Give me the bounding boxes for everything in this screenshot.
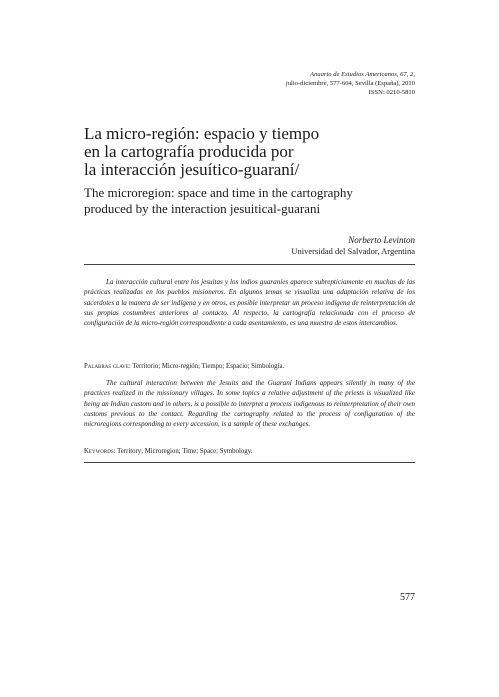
abstract-english [84, 378, 415, 429]
keywords-english [84, 447, 415, 456]
keywords-english-label: Keywords: [84, 448, 116, 455]
bottom-divider [84, 462, 415, 463]
keywords-english-text: Territory; Microregion; Time; Space; Symbology. [117, 448, 253, 455]
title-line: la interacción jesuítico-guaraní/ [84, 160, 300, 179]
article-title-spanish [84, 125, 424, 179]
subtitle-line: The microregion: space and time in the cartography [84, 185, 353, 200]
author-affiliation: Universidad del Salvador, Argentina [291, 246, 415, 256]
journal-issue: julio-diciembre, 577-604, Sevilla (España), 2010 [285, 80, 415, 87]
subtitle-line: produced by the interaction jesuitical-guarani [84, 200, 321, 216]
author-block [165, 235, 415, 257]
author-name: Norberto Levinton [348, 235, 415, 245]
article-title-english [84, 185, 424, 216]
keywords-spanish-text: Territorio; Micro-región; Tiempo; Espacio; Simbología. [132, 363, 285, 370]
page-number: 577 [400, 592, 415, 603]
title-line: en la cartografía producida por [84, 142, 294, 161]
journal-header [165, 70, 415, 97]
abstract-english-text: The cultural interaction between the Jesuits and the Guaraní Indians appears silently in many of the practices realized in the missionary villages. In some topics a relative adjustment of the priests is visualized like being an Indian custom and in others, is a possible to interpret a process indigenous to reinterpretation of their own customs previous to the contact. Regarding the cartography related to the process of configuration of the microregions corresponding to every accession, is a sample of these exchanges. [84, 379, 415, 429]
abstract-spanish-text: La interacción cultural entre los jesuitas y los indios guaraníes aparece subrepticiamente en muchas de las prácticas realizadas en los pueblos misioneros. En algunos temas se visualiza una adaptación relativa de los sacerdotes a la manera de ser indígena y en otros, es posible interpretar un proceso indígena de reinterpretación de sus propias costumbres anteriores al contacto. Al respecto, la cartografía relacionada con el proceso de configuración de la micro-región correspondiente a cada asentamiento, es una muestra de estos intercambios. [84, 278, 415, 328]
top-divider [84, 264, 415, 265]
keywords-spanish-label: Palabras clave: [84, 363, 131, 370]
journal-issn: ISSN: 0210-5810 [368, 89, 415, 96]
keywords-spanish [84, 362, 415, 371]
abstract-spanish [84, 277, 415, 328]
title-line: La micro-región: espacio y tiempo [84, 124, 320, 143]
journal-title: Anuario de Estudios Americanos, 67, 2, [309, 71, 415, 78]
